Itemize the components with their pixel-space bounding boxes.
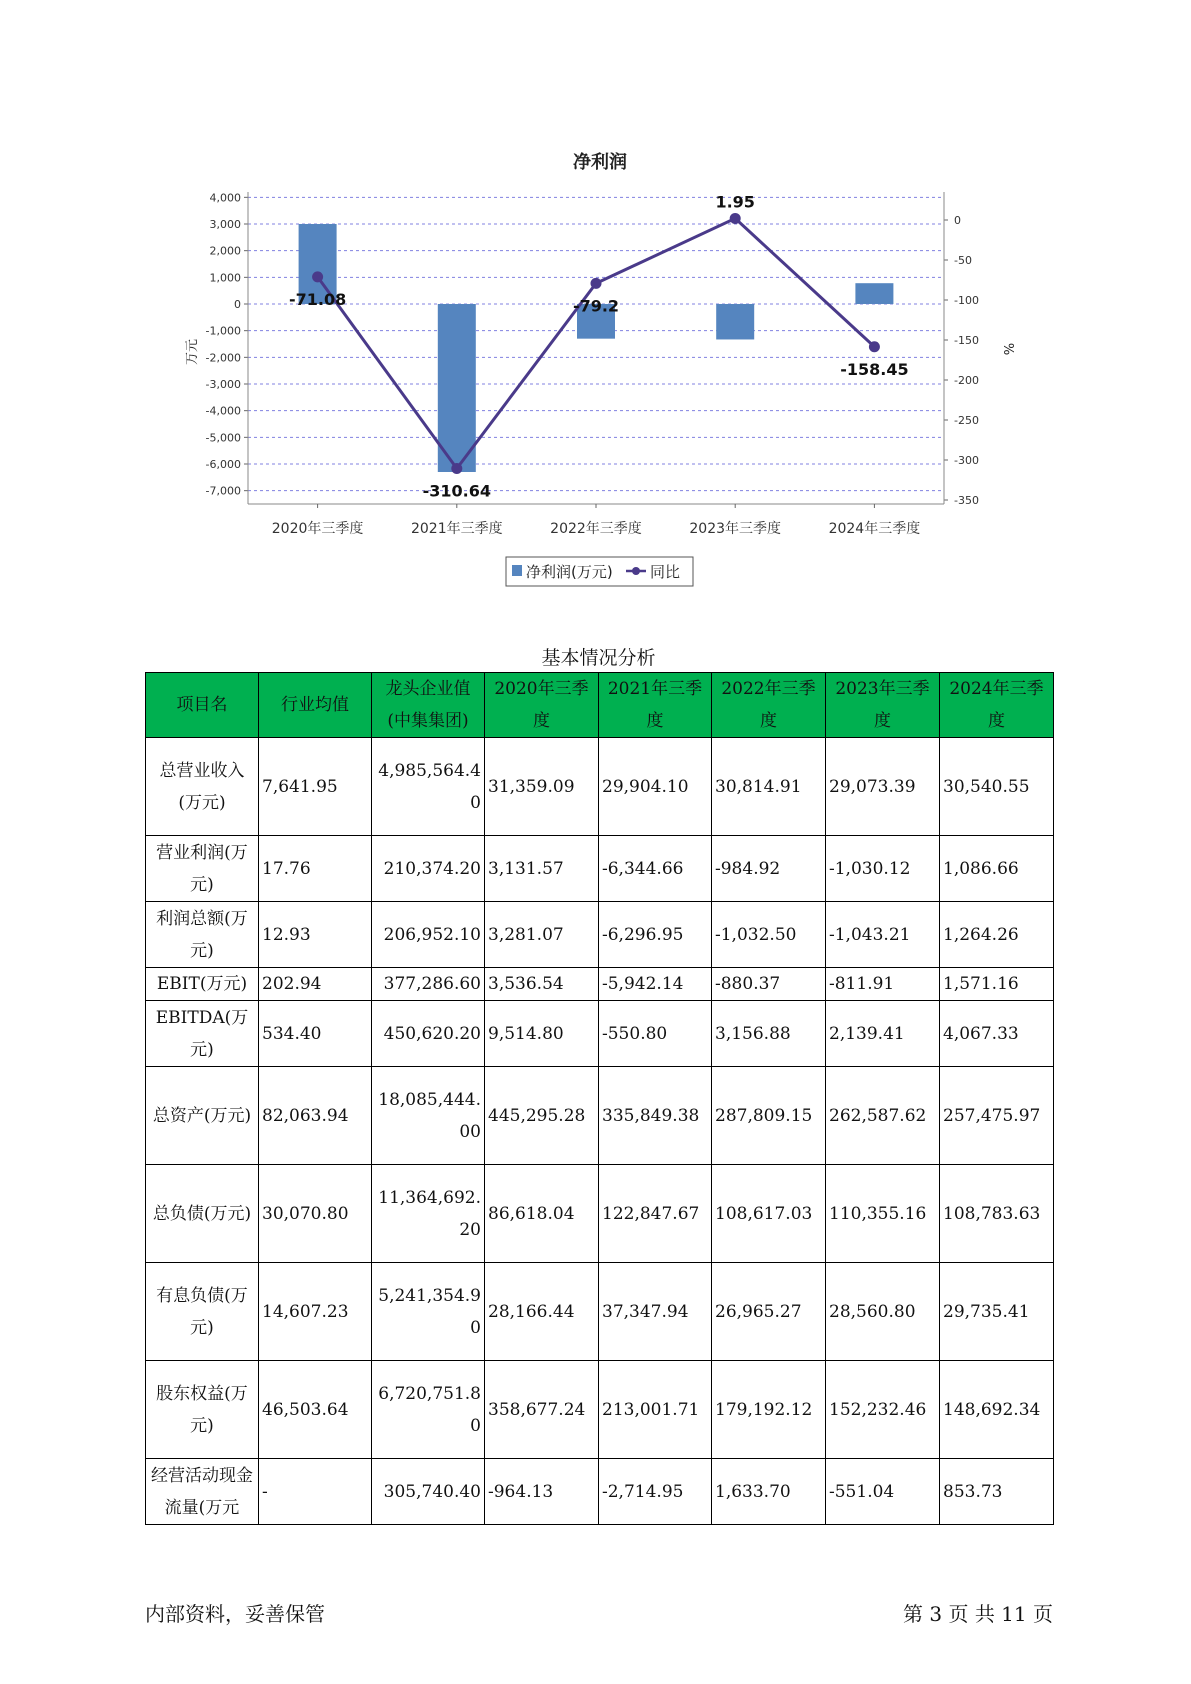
value-cell: 30,540.55: [940, 738, 1054, 836]
x-tick-label: 2024年三季度: [828, 521, 921, 537]
value-cell: -2,714.95: [599, 1459, 712, 1525]
basic-analysis-table: [145, 672, 1054, 1525]
value-cell: 86,618.04: [485, 1165, 599, 1263]
y-left-tick-label: -5,000: [205, 431, 241, 445]
value-cell: 110,355.16: [826, 1165, 940, 1263]
value-cell: -964.13: [485, 1459, 599, 1525]
value-cell: 152,232.46: [826, 1361, 940, 1459]
x-tick-label: 2021年三季度: [410, 521, 503, 537]
row-label-cell: 利润总额(万元): [146, 902, 259, 968]
value-cell: -880.37: [712, 968, 826, 1001]
value-cell: 5,241,354.90: [372, 1263, 485, 1361]
y-axis-right-label: %: [1000, 342, 1015, 356]
y-right-tick-label: -250: [954, 414, 979, 427]
plot-area: [248, 192, 944, 504]
value-cell: 202.94: [259, 968, 372, 1001]
value-cell: -550.80: [599, 1001, 712, 1067]
row-label-cell: EBITDA(万元): [146, 1001, 259, 1067]
value-cell: 28,166.44: [485, 1263, 599, 1361]
value-cell: 6,720,751.80: [372, 1361, 485, 1459]
value-cell: 29,073.39: [826, 738, 940, 836]
yoy-point: [730, 213, 741, 224]
net-profit-bar: [438, 304, 476, 472]
value-cell: 3,281.07: [485, 902, 599, 968]
table-header-cell: 2020年三季度: [485, 673, 599, 738]
value-cell: 335,849.38: [599, 1067, 712, 1165]
table-row: [146, 1263, 1054, 1361]
yoy-point: [591, 278, 602, 289]
value-cell: 108,783.63: [940, 1165, 1054, 1263]
y-axis-left-label: 万元: [185, 338, 200, 366]
value-cell: -551.04: [826, 1459, 940, 1525]
row-label-cell: 营业利润(万元): [146, 836, 259, 902]
value-cell: -984.92: [712, 836, 826, 902]
value-cell: 9,514.80: [485, 1001, 599, 1067]
y-right-tick-label: -100: [954, 294, 979, 307]
legend-bar-label: 净利润(万元): [526, 563, 613, 581]
value-cell: 1,086.66: [940, 836, 1054, 902]
value-cell: 2,139.41: [826, 1001, 940, 1067]
x-tick-label: 2023年三季度: [689, 521, 782, 537]
value-cell: 179,192.12: [712, 1361, 826, 1459]
y-right-tick-label: -150: [954, 334, 979, 347]
yoy-data-label: 1.95: [715, 192, 755, 212]
value-cell: 148,692.34: [940, 1361, 1054, 1459]
value-cell: 30,070.80: [259, 1165, 372, 1263]
table-row: [146, 1361, 1054, 1459]
yoy-point: [312, 271, 323, 282]
value-cell: -811.91: [826, 968, 940, 1001]
value-cell: 37,347.94: [599, 1263, 712, 1361]
table-row: [146, 1067, 1054, 1165]
table-row: [146, 1459, 1054, 1525]
net-profit-bar: [855, 283, 893, 304]
value-cell: 377,286.60: [372, 968, 485, 1001]
value-cell: -1,030.12: [826, 836, 940, 902]
table-row: [146, 902, 1054, 968]
table-row: [146, 968, 1054, 1001]
value-cell: -1,032.50: [712, 902, 826, 968]
value-cell: 18,085,444.00: [372, 1067, 485, 1165]
legend-line-marker: [632, 567, 640, 575]
net-profit-bar: [716, 304, 754, 339]
value-cell: 122,847.67: [599, 1165, 712, 1263]
table-header-cell: 2021年三季度: [599, 673, 712, 738]
value-cell: 82,063.94: [259, 1067, 372, 1165]
value-cell: 3,131.57: [485, 836, 599, 902]
y-left-tick-label: -6,000: [205, 458, 241, 471]
chart-title: 净利润: [573, 152, 627, 173]
y-left-tick-label: -4,000: [205, 404, 241, 418]
value-cell: 46,503.64: [259, 1361, 372, 1459]
row-label-cell: 有息负债(万元): [146, 1263, 259, 1361]
value-cell: 30,814.91: [712, 738, 826, 836]
row-label-cell: 总负债(万元): [146, 1165, 259, 1263]
net-profit-chart: [0, 0, 1191, 600]
value-cell: 445,295.28: [485, 1067, 599, 1165]
value-cell: 210,374.20: [372, 836, 485, 902]
y-right-tick-label: -300: [954, 454, 979, 467]
value-cell: 534.40: [259, 1001, 372, 1067]
value-cell: 4,985,564.40: [372, 738, 485, 836]
y-left-tick-label: 0: [234, 298, 241, 311]
value-cell: -6,296.95: [599, 902, 712, 968]
value-cell: 3,536.54: [485, 968, 599, 1001]
value-cell: 29,904.10: [599, 738, 712, 836]
value-cell: 17.76: [259, 836, 372, 902]
value-cell: 305,740.40: [372, 1459, 485, 1525]
value-cell: 287,809.15: [712, 1067, 826, 1165]
value-cell: 358,677.24: [485, 1361, 599, 1459]
value-cell: 1,571.16: [940, 968, 1054, 1001]
value-cell: 450,620.20: [372, 1001, 485, 1067]
value-cell: 213,001.71: [599, 1361, 712, 1459]
yoy-point: [451, 463, 462, 474]
row-label-cell: 经营活动现金流量(万元: [146, 1459, 259, 1525]
x-tick-label: 2022年三季度: [550, 521, 642, 537]
y-right-tick-label: -350: [954, 494, 979, 507]
y-right-tick-label: -200: [954, 374, 979, 387]
row-label-cell: 总营业收入(万元): [146, 738, 259, 836]
value-cell: 3,156.88: [712, 1001, 826, 1067]
y-left-tick-label: 1,000: [209, 271, 241, 285]
table-row: [146, 738, 1054, 836]
y-right-tick-label: 0: [954, 214, 961, 227]
y-left-tick-label: 4,000: [209, 191, 241, 205]
footer-page-number: 第 3 页 共 11 页: [903, 1602, 1053, 1626]
row-label-cell: EBIT(万元): [146, 968, 259, 1001]
table-caption: 基本情况分析: [541, 647, 656, 669]
value-cell: 853.73: [940, 1459, 1054, 1525]
y-left-tick-label: -3,000: [205, 378, 241, 391]
legend-bar-swatch: [512, 565, 522, 576]
legend-line-label: 同比: [650, 563, 681, 581]
yoy-data-label: -158.45: [840, 359, 909, 379]
value-cell: 1,633.70: [712, 1459, 826, 1525]
value-cell: 4,067.33: [940, 1001, 1054, 1067]
yoy-data-label: -310.64: [422, 481, 491, 501]
row-label-cell: 总资产(万元): [146, 1067, 259, 1165]
table-header-cell: 项目名: [146, 673, 259, 738]
value-cell: -6,344.66: [599, 836, 712, 902]
table-header-cell: 行业均值: [259, 673, 372, 738]
y-left-tick-label: 2,000: [209, 244, 241, 258]
x-tick-label: 2020年三季度: [271, 521, 364, 537]
value-cell: 206,952.10: [372, 902, 485, 968]
table-header-cell: 2022年三季度: [712, 673, 826, 738]
value-cell: 29,735.41: [940, 1263, 1054, 1361]
value-cell: 11,364,692.20: [372, 1165, 485, 1263]
value-cell: 262,587.62: [826, 1067, 940, 1165]
value-cell: 28,560.80: [826, 1263, 940, 1361]
value-cell: 31,359.09: [485, 738, 599, 836]
value-cell: 1,264.26: [940, 902, 1054, 968]
y-right-tick-label: -50: [954, 254, 972, 267]
row-label-cell: 股东权益(万元): [146, 1361, 259, 1459]
yoy-data-label: -79.2: [572, 296, 620, 316]
value-cell: -: [259, 1459, 372, 1525]
value-cell: 257,475.97: [940, 1067, 1054, 1165]
value-cell: 12.93: [259, 902, 372, 968]
grid-lines: [248, 192, 944, 504]
y-left-tick-label: -2,000: [205, 351, 241, 365]
y-left-tick-label: -7,000: [205, 484, 241, 498]
value-cell: -1,043.21: [826, 902, 940, 968]
value-cell: 7,641.95: [259, 738, 372, 836]
value-cell: 14,607.23: [259, 1263, 372, 1361]
value-cell: -5,942.14: [599, 968, 712, 1001]
value-cell: 108,617.03: [712, 1165, 826, 1263]
table-header-cell: 2024年三季度: [940, 673, 1054, 738]
chart-legend: [506, 557, 693, 586]
y-left-tick-label: 3,000: [209, 218, 241, 231]
yoy-point: [869, 341, 880, 352]
value-cell: 26,965.27: [712, 1263, 826, 1361]
footer-confidential-note: 内部资料，妥善保管: [145, 1602, 325, 1626]
yoy-data-label: -71.08: [288, 289, 347, 309]
table-row: [146, 836, 1054, 902]
table-header-row: [146, 673, 1054, 738]
table-row: [146, 1165, 1054, 1263]
y-left-tick-label: -1,000: [205, 324, 241, 338]
table-row: [146, 1001, 1054, 1067]
table-header-cell: 龙头企业值(中集集团): [372, 673, 485, 738]
table-header-cell: 2023年三季度: [826, 673, 940, 738]
